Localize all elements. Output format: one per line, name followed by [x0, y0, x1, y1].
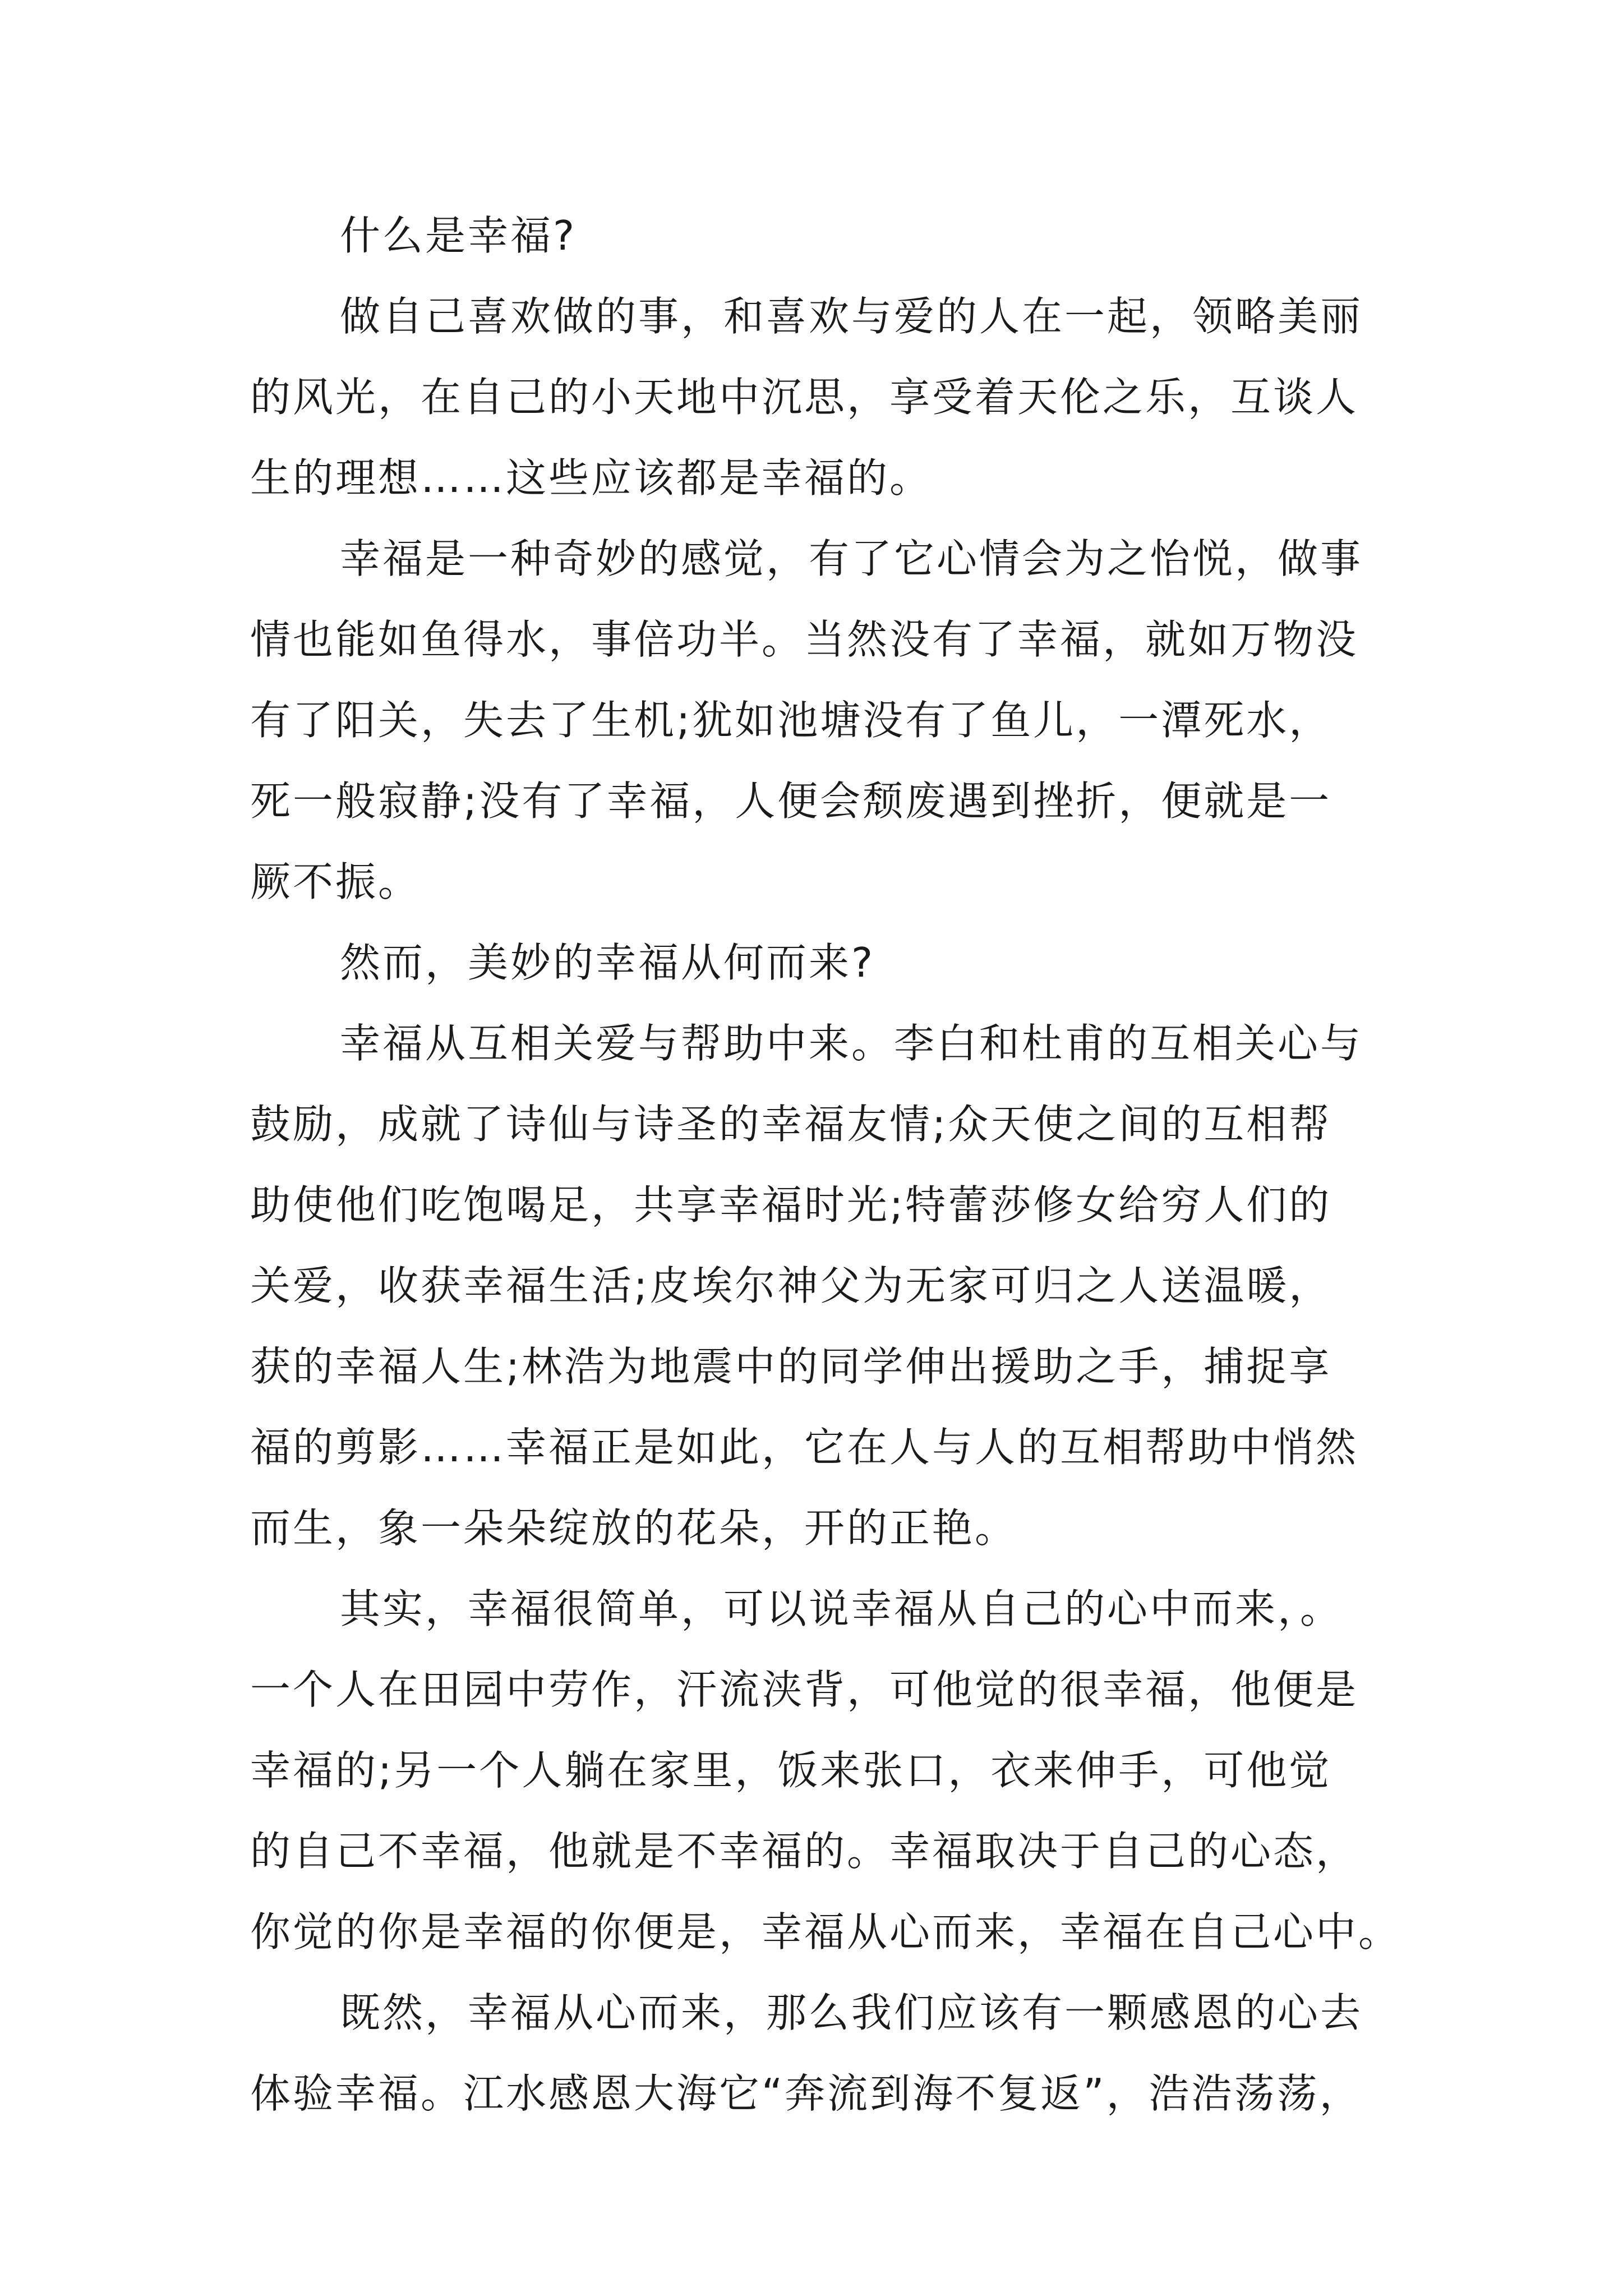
- text-line: 鼓励，成就了诗仙与诗圣的幸福友情;众天使之间的互相帮: [250, 1101, 1332, 1148]
- text-line: 而生，象一朵朵绽放的花朵，开的正艳。: [250, 1504, 1018, 1552]
- text-line: 福的剪影……幸福正是如此，它在人与人的互相帮助中悄然: [250, 1424, 1359, 1471]
- text-line: 的自己不幸福，他就是不幸福的。幸福取决于自己的心态，: [250, 1828, 1359, 1875]
- text-line: 既然，幸福从心而来，那么我们应该有一颗感恩的心去: [340, 1989, 1363, 2036]
- text-line: 幸福从互相关爱与帮助中来。李白和杜甫的互相关心与: [340, 1020, 1363, 1067]
- text-line: 有了阳关，失去了生机;犹如池塘没有了鱼儿，一潭死水，: [250, 697, 1332, 744]
- text-line: 关爱，收获幸福生活;皮埃尔神父为无家可归之人送温暖，: [250, 1262, 1332, 1309]
- text-line: 一个人在田园中劳作，汗流浃背，可他觉的很幸福，他便是: [250, 1666, 1359, 1713]
- text-line: 体验幸福。江水感恩大海它“奔流到海不复返”，浩浩荡荡，: [250, 2070, 1362, 2117]
- text-line: 情也能如鱼得水，事倍功半。当然没有了幸福，就如万物没: [250, 616, 1359, 663]
- text-line: 其实，幸福很简单，可以说幸福从自己的心中而来，。: [340, 1585, 1343, 1632]
- text-line: 的风光，在自己的小天地中沉思，享受着天伦之乐，互谈人: [250, 374, 1359, 421]
- text-line: 幸福的;另一个人躺在家里，饭来张口，衣来伸手，可他觉: [250, 1747, 1332, 1794]
- text-line: 获的幸福人生;林浩为地震中的同学伸出援助之手，捕捉享: [250, 1343, 1332, 1390]
- text-line: 助使他们吃饱喝足，共享幸福时光;特蕾莎修女给穷人们的: [250, 1181, 1332, 1228]
- text-line: 你觉的你是幸福的你便是，幸福从心而来，幸福在自己心中。: [250, 1908, 1401, 1955]
- text-line: 做自己喜欢做的事，和喜欢与爱的人在一起，领略美丽: [340, 293, 1363, 340]
- text-line: 死一般寂静;没有了幸福，人便会颓废遇到挫折，便就是一: [250, 777, 1332, 825]
- text-line: 幸福是一种奇妙的感觉，有了它心情会为之怡悦，做事: [340, 535, 1363, 582]
- text-line: 然而，美妙的幸福从何而来?: [340, 939, 875, 986]
- paragraph-question-line: 什么是幸福?: [340, 212, 577, 259]
- text-line: 厥不振。: [250, 858, 421, 905]
- text-line: 生的理想……这些应该都是幸福的。: [250, 454, 933, 501]
